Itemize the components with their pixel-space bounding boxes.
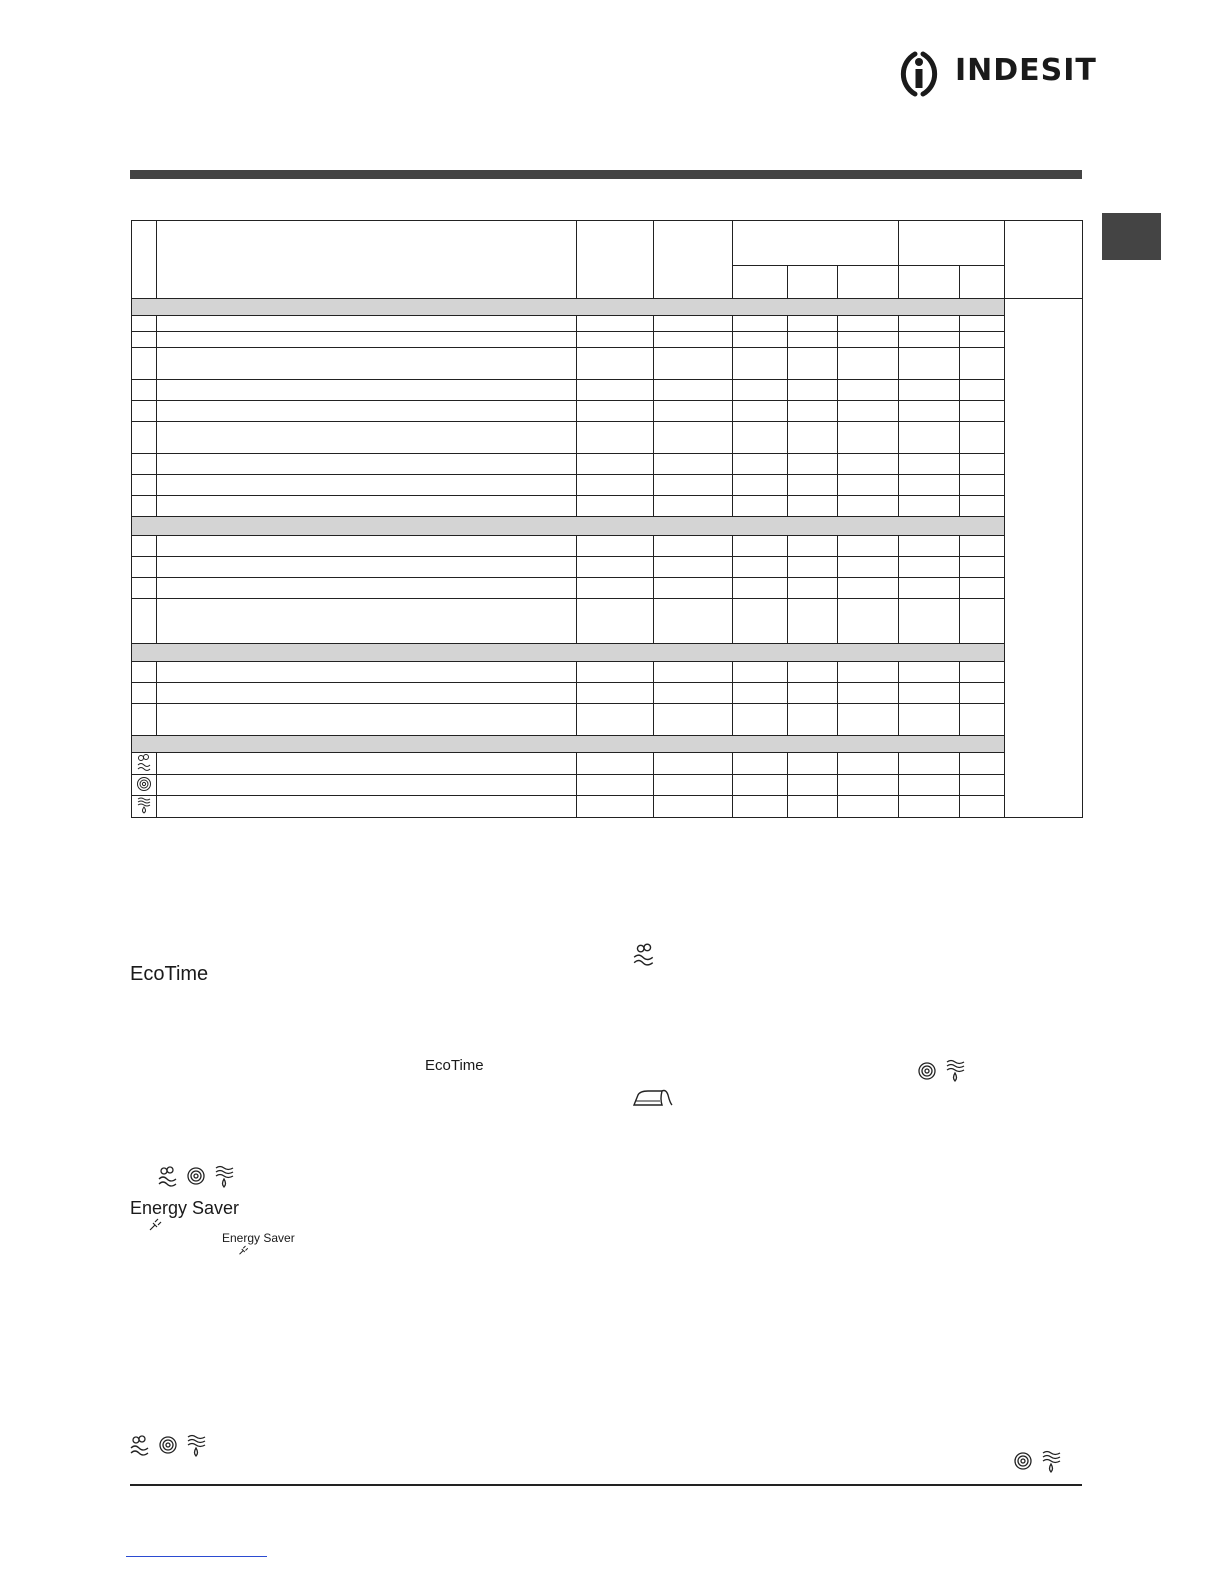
table-row xyxy=(132,557,1083,578)
stain-icon xyxy=(131,1436,148,1455)
ecotime-logo-small xyxy=(425,1057,484,1074)
table-row xyxy=(132,332,1083,348)
programme-table xyxy=(131,220,1082,820)
table-row xyxy=(132,704,1083,736)
table-section-band xyxy=(132,517,1083,536)
spin-drain-icons xyxy=(918,1059,968,1083)
energy-saver-label: Energy Saver xyxy=(130,1198,240,1218)
spin-icon xyxy=(919,1063,935,1079)
table-row xyxy=(132,401,1083,422)
table-row xyxy=(132,454,1083,475)
table-row xyxy=(132,496,1083,517)
energy-saver-label-small: Energy Saver xyxy=(222,1231,295,1245)
spin-icon xyxy=(160,1437,176,1453)
table-row xyxy=(132,753,1083,775)
table-row xyxy=(132,316,1083,332)
table-section-band xyxy=(132,644,1083,662)
table-row xyxy=(132,796,1083,818)
drain-icon xyxy=(136,796,152,814)
table-row xyxy=(132,578,1083,599)
brand-logo-mark xyxy=(893,48,953,100)
spin-icon xyxy=(1015,1453,1031,1469)
table-section-band xyxy=(132,736,1083,753)
table-row xyxy=(132,475,1083,496)
energy-saver-logo-large xyxy=(130,1198,239,1219)
ecotime-logo-large xyxy=(130,963,208,986)
drain-icon xyxy=(188,1436,205,1457)
drain-icon xyxy=(947,1061,964,1082)
spin-icon xyxy=(136,776,152,792)
spin-drain-icons-bottom xyxy=(1014,1450,1064,1474)
table-row xyxy=(132,683,1083,704)
plug-icon xyxy=(148,1218,164,1232)
brand-logo-text: INDESIT xyxy=(955,53,1097,88)
stain-icon xyxy=(159,1167,176,1186)
table-row xyxy=(132,422,1083,454)
drain-icon xyxy=(1043,1452,1060,1473)
footer-link-underline[interactable] xyxy=(126,1556,267,1557)
spin-icon xyxy=(188,1168,204,1184)
ecotime-label-small: EcoTime xyxy=(425,1057,484,1074)
plug-icon-small xyxy=(238,1245,250,1256)
drain-icon xyxy=(216,1167,233,1188)
footer-rule xyxy=(130,1484,1082,1486)
table-row xyxy=(132,536,1083,557)
ecotime-label: EcoTime xyxy=(130,963,209,985)
energy-saver-logo-small xyxy=(222,1231,295,1245)
option-icons-group-bottom xyxy=(130,1434,210,1458)
stain-icon xyxy=(136,753,152,771)
language-tab[interactable] xyxy=(1102,213,1161,260)
table-row xyxy=(132,775,1083,796)
table-row xyxy=(132,348,1083,380)
table-section-band xyxy=(132,299,1083,316)
table-row xyxy=(132,599,1083,644)
stain-icon xyxy=(632,942,656,966)
table-header-row xyxy=(132,221,1083,266)
iron-icon xyxy=(632,1085,674,1111)
table-row xyxy=(132,380,1083,401)
option-icons-group xyxy=(158,1165,238,1189)
brand-logo xyxy=(893,48,1097,100)
header-bar xyxy=(130,170,1082,179)
table-row xyxy=(132,662,1083,683)
